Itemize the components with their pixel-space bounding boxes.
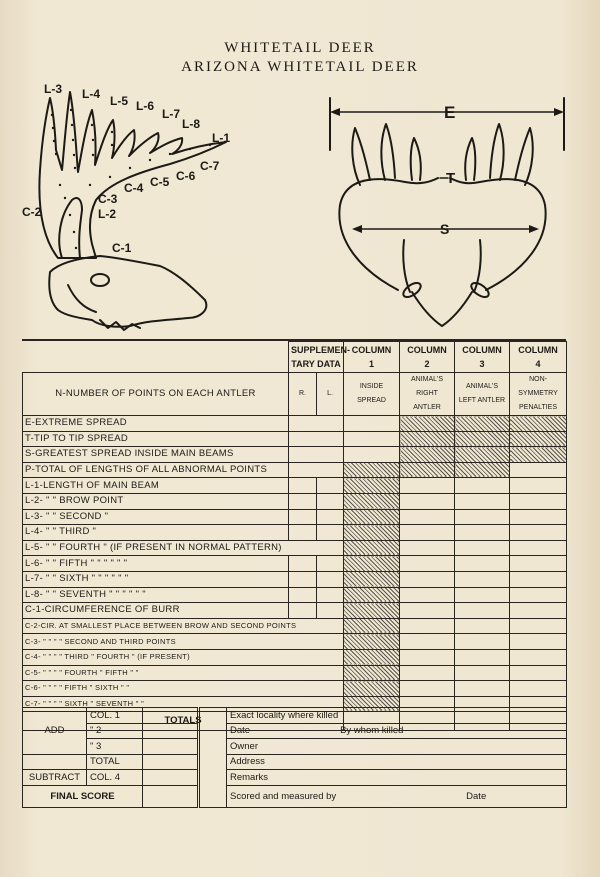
row-label: L-2- " " BROW POINT [23, 493, 289, 509]
label-l7: L-7 [162, 107, 180, 121]
row-label: L-5- " " FOURTH " (IF PRESENT IN NORMAL PATTERN) [23, 540, 344, 556]
total-label: TOTAL [87, 754, 143, 770]
label-s: S [440, 221, 450, 237]
table-row [23, 525, 567, 541]
antler-diagrams [0, 0, 600, 345]
label-e: E [444, 103, 456, 122]
right-antler-header: ANIMAL'S RIGHT ANTLER [400, 373, 455, 416]
score-table [22, 341, 567, 731]
summary-table [22, 707, 567, 808]
column-3-header: COLUMN 3 [455, 342, 510, 373]
date-by-whom-field[interactable]: Date By whom killed [227, 723, 567, 739]
label-l2: L-2 [98, 207, 116, 221]
row-label: L-4- " " THIRD " [23, 525, 289, 541]
row-label: C-3- " " " " SECOND AND THIRD POINTS [23, 634, 344, 650]
row-label: L-6- " " FIFTH " " " " " " [23, 556, 289, 572]
row-label: T-TIP TO TIP SPREAD [23, 431, 289, 447]
label-t: T [446, 170, 456, 187]
locality-field[interactable]: Exact locality where killed [227, 708, 567, 724]
table-row [23, 603, 567, 619]
table-row [23, 556, 567, 572]
row-label: L-8- " " SEVENTH " " " " " " [23, 587, 289, 603]
r-header: R. [289, 373, 317, 416]
label-l4: L-4 [82, 87, 100, 101]
label-c4: C-4 [124, 181, 144, 195]
col3-label: " 3 [87, 739, 143, 755]
row-label: E-EXTREME SPREAD [23, 416, 289, 432]
table-row [23, 634, 567, 650]
front-view-labels [440, 103, 455, 237]
table-row [23, 665, 567, 681]
table-row [23, 416, 567, 432]
col2-value[interactable] [143, 723, 199, 739]
subtract-label: SUBTRACT [23, 770, 87, 786]
add-label: ADD [23, 708, 87, 755]
row-label: C-2-CIR. AT SMALLEST PLACE BETWEEN BROW AND SECOND POINTS [23, 618, 344, 634]
non-symmetry-header: NON-SYMMETRY PENALTIES [510, 373, 567, 416]
table-row [23, 681, 567, 697]
table-row [23, 493, 567, 509]
label-l3: L-3 [44, 82, 62, 96]
label-l5: L-5 [110, 94, 128, 108]
col1-value[interactable] [143, 708, 199, 724]
column-4-header: COLUMN 4 [510, 342, 567, 373]
table-row [23, 431, 567, 447]
row-label: P-TOTAL OF LENGTHS OF ALL ABNORMAL POINTS [23, 462, 289, 478]
table-row [23, 571, 567, 587]
l-header: L. [317, 373, 344, 416]
label-l6: L-6 [136, 99, 154, 113]
label-c2: C-2 [22, 205, 42, 219]
row-label: C-6- " " " " FIFTH " SIXTH " " [23, 681, 344, 697]
col3-value[interactable] [143, 739, 199, 755]
row-label: S-GREATEST SPREAD INSIDE MAIN BEAMS [23, 447, 289, 463]
address-field[interactable]: Address [227, 754, 567, 770]
label-c6: C-6 [176, 169, 196, 183]
front-view-diagram [330, 98, 564, 326]
col2-label: " 2 [87, 723, 143, 739]
sheet-subtitle: ARIZONA WHITETAIL DEER [181, 59, 419, 75]
label-l8: L-8 [182, 117, 200, 131]
row-label: L-1-LENGTH OF MAIN BEAM [23, 478, 289, 494]
row-label: C-4- " " " " THIRD " FOURTH " (IF PRESENT) [23, 649, 344, 665]
owner-field[interactable]: Owner [227, 739, 567, 755]
col4-value[interactable] [143, 770, 199, 786]
label-c3: C-3 [98, 192, 118, 206]
supplementary-data-header: SUPPLEMEN- TARY DATA [289, 342, 344, 373]
table-row [23, 649, 567, 665]
sheet-title: WHITETAIL DEER [224, 40, 376, 56]
scored-by-field[interactable]: Scored and measured by Date [227, 785, 567, 807]
table-row [23, 447, 567, 463]
table-row [23, 540, 567, 556]
row-label: C-7- " " " " SIXTH " SEVENTH " " [23, 696, 344, 712]
table-row [23, 587, 567, 603]
remarks-field[interactable]: Remarks [227, 770, 567, 786]
column-1-header: COLUMN 1 [344, 342, 400, 373]
col4-label: COL. 4 [87, 770, 143, 786]
totals-label: TOTALS [23, 712, 344, 731]
table-row [23, 509, 567, 525]
table-row [23, 618, 567, 634]
label-c7: C-7 [200, 159, 220, 173]
table-row [23, 478, 567, 494]
row-label: L-7- " " SIXTH " " " " " " [23, 571, 289, 587]
final-score-value[interactable] [143, 785, 199, 807]
row-label: N-NUMBER OF POINTS ON EACH ANTLER [23, 373, 289, 416]
left-antler-header: ANIMAL'S LEFT ANTLER [455, 373, 510, 416]
side-view-labels [22, 82, 230, 255]
col1-label: COL. 1 [87, 708, 143, 724]
row-label: C-1-CIRCUMFERENCE OF BURR [23, 603, 289, 619]
label-c5: C-5 [150, 175, 170, 189]
table-row [23, 462, 567, 478]
final-score-label: FINAL SCORE [23, 785, 143, 807]
row-label: C-5- " " " " FOURTH " FIFTH " " [23, 665, 344, 681]
column-2-header: COLUMN 2 [400, 342, 455, 373]
total-value[interactable] [143, 754, 199, 770]
label-l1: L-1 [212, 131, 230, 145]
row-label: L-3- " " SECOND " [23, 509, 289, 525]
label-c1: C-1 [112, 241, 132, 255]
inside-spread-header: INSIDE SPREAD [344, 373, 400, 416]
